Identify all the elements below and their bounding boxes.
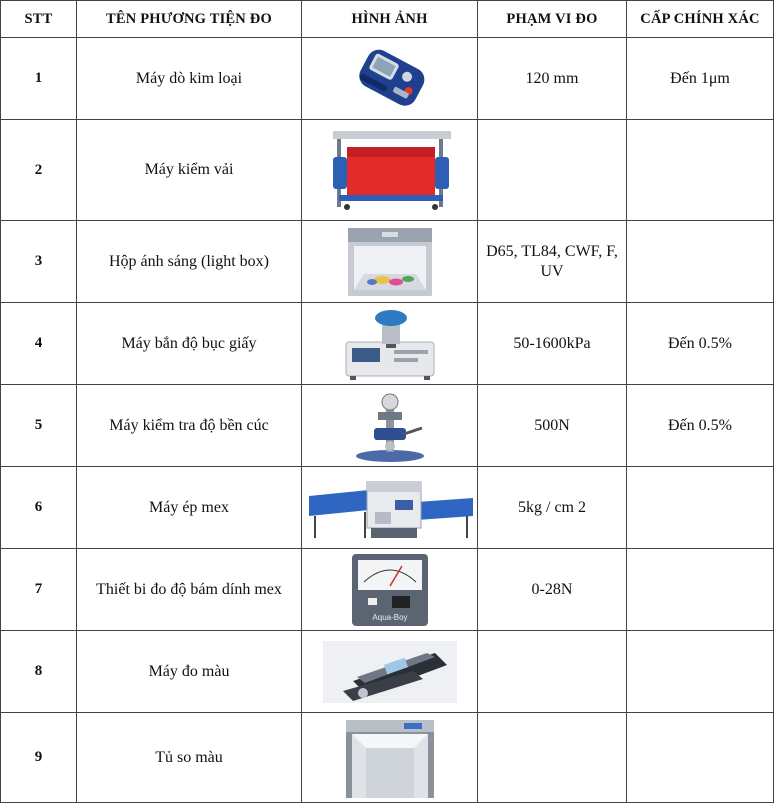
- row-accuracy: [627, 221, 774, 303]
- row-name: Máy dò kim loại: [77, 38, 302, 120]
- header-accuracy: CẤP CHÍNH XÁC: [627, 1, 774, 38]
- table-row: [1, 303, 774, 385]
- metal-detector-photo: [342, 43, 438, 115]
- bursting-tester-photo: [338, 306, 442, 382]
- color-cabinet-photo: [344, 718, 436, 798]
- row-stt: 2: [1, 120, 77, 221]
- adhesion-meter-photo: [350, 552, 430, 628]
- header-row: [1, 1, 774, 38]
- header-name: TÊN PHƯƠNG TIỆN ĐO: [77, 1, 302, 38]
- row-image: [302, 303, 478, 385]
- row-range: [478, 120, 627, 221]
- row-image: [302, 38, 478, 120]
- row-range: 500N: [478, 385, 627, 467]
- table-row: [1, 467, 774, 549]
- header-image: HÌNH ẢNH: [302, 1, 478, 38]
- row-accuracy: Đến 1μm: [627, 38, 774, 120]
- row-name: Máy đo màu: [77, 631, 302, 713]
- row-range: 120 mm: [478, 38, 627, 120]
- row-range: 5kg / cm 2: [478, 467, 627, 549]
- row-accuracy: [627, 713, 774, 803]
- table-row: [1, 631, 774, 713]
- row-image: [302, 631, 478, 713]
- light-box-photo: [342, 224, 438, 300]
- row-image: [302, 713, 478, 803]
- row-stt: 5: [1, 385, 77, 467]
- row-image: [302, 120, 478, 221]
- row-image: [302, 467, 478, 549]
- table-row: [1, 549, 774, 631]
- adhesion-meter-brand: Aqua-Boy: [371, 612, 408, 622]
- row-stt: 1: [1, 38, 77, 120]
- button-strength-tester-photo: [348, 388, 432, 464]
- row-accuracy: Đến 0.5%: [627, 385, 774, 467]
- row-name: Máy bắn độ bục giấy: [77, 303, 302, 385]
- row-image: [302, 221, 478, 303]
- row-range: 50-1600kPa: [478, 303, 627, 385]
- row-name: Máy ép mex: [77, 467, 302, 549]
- row-name: Máy kiểm vải: [77, 120, 302, 221]
- row-name: Máy kiểm tra độ bền cúc: [77, 385, 302, 467]
- row-range: 0-28N: [478, 549, 627, 631]
- header-range: PHẠM VI ĐO: [478, 1, 627, 38]
- row-stt: 8: [1, 631, 77, 713]
- row-name: Tủ so màu: [77, 713, 302, 803]
- row-accuracy: Đến 0.5%: [627, 303, 774, 385]
- row-stt: 7: [1, 549, 77, 631]
- row-stt: 6: [1, 467, 77, 549]
- row-stt: 3: [1, 221, 77, 303]
- fusing-press-photo: [305, 472, 475, 544]
- row-accuracy: [627, 120, 774, 221]
- row-name: Hộp ánh sáng (light box): [77, 221, 302, 303]
- row-stt: 4: [1, 303, 77, 385]
- table-row: [1, 221, 774, 303]
- row-image: [302, 385, 478, 467]
- table-row: [1, 713, 774, 803]
- row-range: D65, TL84, CWF, F, UV: [478, 221, 627, 303]
- row-accuracy: [627, 467, 774, 549]
- table-row: [1, 38, 774, 120]
- row-range: [478, 713, 627, 803]
- row-name: Thiết bi đo độ bám dính mex: [77, 549, 302, 631]
- row-accuracy: [627, 549, 774, 631]
- row-range: [478, 631, 627, 713]
- row-image: [302, 549, 478, 631]
- row-accuracy: [627, 631, 774, 713]
- table-row: [1, 385, 774, 467]
- header-stt: STT: [1, 1, 77, 38]
- table-row: [1, 120, 774, 221]
- colorimeter-photo: [323, 641, 457, 703]
- row-stt: 9: [1, 713, 77, 803]
- fabric-inspection-machine-photo: [325, 127, 455, 213]
